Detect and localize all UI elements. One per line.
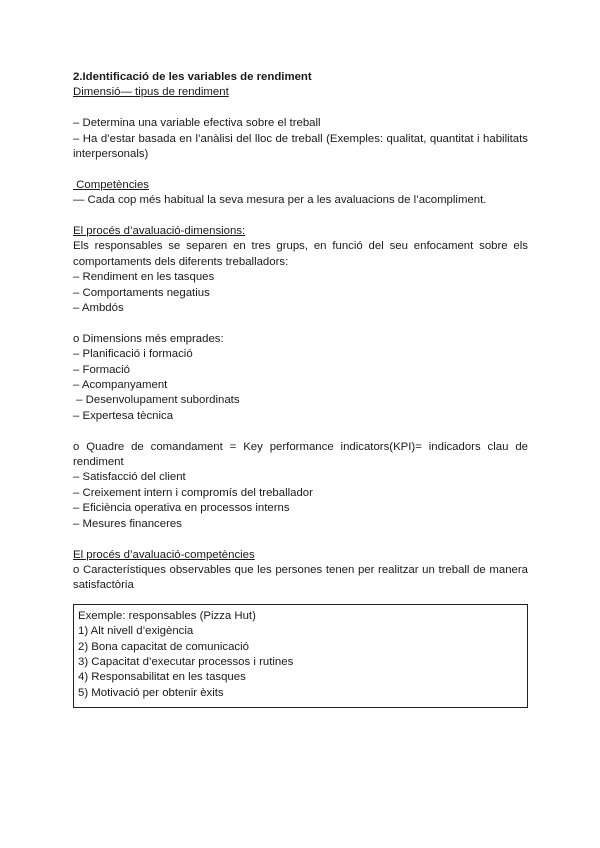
- list-item: – Satisfacció del client: [73, 471, 186, 484]
- section-heading-dimensions-emprades: o Dimensions més emprades:: [73, 332, 224, 345]
- paragraph: Els responsables se separen en tres grups, en funció del seu enfocament sobre els comportaments dels diferents treballadors:: [73, 240, 528, 268]
- section-heading-kpi: o Quadre de comandament = Key performance indicators(KPI)= indicadors clau de rendiment: [73, 440, 528, 469]
- list-item: – Mesures financeres: [73, 517, 182, 530]
- spacer: [73, 424, 528, 439]
- spacer: [73, 316, 528, 331]
- list-item: – Eficiència operativa en processos interns: [73, 502, 290, 515]
- paragraph: o Característiques observables que les persones tenen per realitzar un treball de manera satisfactòria: [73, 563, 528, 592]
- section-heading-proces-dimensions: El procés d’avaluació-dimensions:: [73, 225, 246, 238]
- list-item: 2) Bona capacitat de comunicació: [78, 640, 249, 653]
- spacer: [73, 532, 528, 547]
- list-item: 4) Responsabilitat en les tasques: [78, 671, 246, 684]
- list-item: 3) Capacitat d’executar processos i rutines: [78, 655, 294, 668]
- list-item: 1) Alt nivell d’exigència: [78, 625, 194, 638]
- list-item: – Ha d’estar basada en l’anàlisi del lloc de treball (Exemples: qualitat, quantitat i habilitats interpersonals): [73, 132, 528, 161]
- list-item: – Determina una variable efectiva sobre el treball: [73, 117, 321, 130]
- spacer: [73, 101, 528, 116]
- list-item: – Creixement intern i compromís del treballador: [73, 486, 313, 499]
- section-heading-dimensio: Dimensió— tipus de rendiment: [73, 86, 229, 99]
- example-heading: Exemple: responsables (Pizza Hut): [78, 609, 256, 622]
- list-item: – Comportaments negatius: [73, 286, 210, 299]
- list-item: – Planificació i formació: [73, 348, 193, 361]
- spacer: [73, 209, 528, 224]
- document-page: [73, 70, 528, 708]
- section-heading-proces-competencies: El procés d’avaluació-competències: [73, 548, 255, 561]
- list-item: – Ambdós: [73, 302, 124, 315]
- list-item: – Expertesa tècnica: [73, 409, 174, 422]
- list-item: – Formació: [73, 363, 130, 376]
- page-title: 2.Identificació de les variables de rendiment: [73, 71, 312, 83]
- section-heading-competencies: Competències: [73, 178, 149, 191]
- spacer: [73, 162, 528, 177]
- list-item: 5) Motivació per obtenir èxits: [78, 686, 224, 699]
- list-item: – Acompanyament: [73, 379, 168, 392]
- example-box: [73, 604, 528, 708]
- list-item: – Rendiment en les tasques: [73, 271, 215, 284]
- paragraph: — Cada cop més habitual la seva mesura per a les avaluacions de l’acompliment.: [73, 194, 487, 207]
- list-item: – Desenvolupament subordinats: [73, 394, 240, 407]
